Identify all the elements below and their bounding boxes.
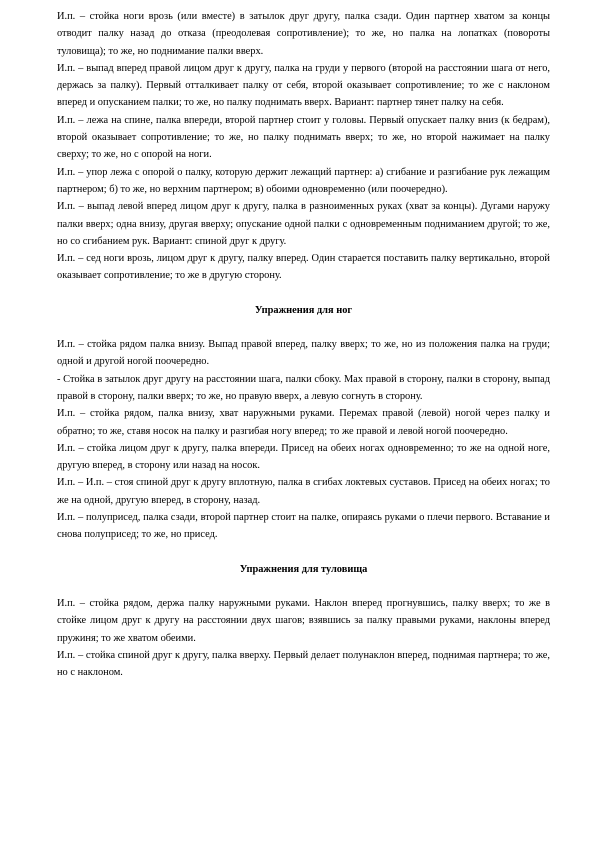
paragraph: И.п. – стойка рядом, держа палку наружными руками. Наклон вперед прогнувшись, палку вверх; то же в стойке лицом друг к другу на расстоянии двух шагов; взявшись за палку правыми руками, наклоны вперед пружиня; то же хватом обеими. bbox=[57, 597, 550, 644]
paragraph: И.п. – выпад левой вперед лицом друг к другу, палка в разноименных руках (хват за концы). Дугами наружу палки вверх; одна внизу, другая вверху; опускание одной палки с одновременным подниманием другой; то же, но со сгибанием рук. Вариант: спиной друг к другу. bbox=[57, 201, 550, 247]
paragraph: И.п. – полуприсед, палка сзади, второй партнер стоит на палке, опираясь руками о плечи первого. Вставание и снова полуприсед; то же, но присед. bbox=[57, 512, 550, 541]
paragraph: И.п. – сед ноги врозь, лицом друг к другу, палку вперед. Один старается поставить палку вертикально, второй оказывает сопротивление; то же в другую сторону. bbox=[57, 253, 550, 282]
spacer bbox=[57, 319, 550, 336]
spacer bbox=[57, 285, 550, 302]
paragraph: И.п. – стойка рядом, палка внизу, хват наружными руками. Перемах правой (левой) ногой через палку и обратно; то же, ставя носок на палку и разгибая ногу вперед; то же правой и левой ногой поочередно. bbox=[57, 408, 550, 437]
paragraph: - Стойка в затылок друг другу на расстоянии шага, палки сбоку. Мах правой в сторону, палки в сторону, выпад правой в сторону, палки вверх; то же, но правую вверх, а левую согнуть в сторону. bbox=[57, 373, 550, 402]
spacer bbox=[57, 544, 550, 561]
paragraph: И.п. – упор лежа с опорой о палку, которую держит лежащий партнер: а) сгибание и разгибание рук лежащим партнером; б) то же, но верхним партнером; в) обоими одновременно (или поочередно). bbox=[57, 166, 550, 195]
section-legs bbox=[57, 336, 550, 544]
section-arms bbox=[57, 8, 550, 285]
paragraph: И.п. – стойка рядом палка внизу. Выпад правой вперед, палку вверх; то же, но из положения палка на груди; одной и другой ногой поочередно. bbox=[57, 339, 550, 368]
section-heading-torso: Упражнения для туловища bbox=[239, 563, 368, 575]
paragraph: И.п. – И.п. – стоя спиной друг к другу вплотную, палка в сгибах локтевых суставов. Присед на обеих ногах; то же на одной, другую вперед, в сторону, назад. bbox=[57, 477, 550, 506]
paragraph: И.п. – стойка спиной друг к другу, палка вверху. Первый делает полунаклон вперед, поднимая партнера; то же, но с наклоном. bbox=[57, 649, 550, 679]
section-heading-legs: Упражнения для ног bbox=[254, 304, 353, 316]
paragraph: И.п. – стойка лицом друг к другу, палка впереди. Присед на обеих ногах одновременно; то же на одной ноге, другую вперед, в сторону или назад на носок. bbox=[57, 442, 550, 472]
paragraph: И.п. – выпад вперед правой лицом друг к другу, палка на груди у первого (второй на расстоянии шага от него, держась за палку). Первый отталкивает палку от себя, второй оказывает сопротивление; то же с наклоном вперед и опусканием палки; то же, но палку поднимать вверх. Вариант: партнер тянет палку на себя. bbox=[57, 62, 550, 109]
paragraph: И.п. – стойка ноги врозь (или вместе) в затылок друг другу, палка сзади. Один партнер хватом за концы отводит палку назад до отказа (преодолевая сопротивление); то же, но палка на лопатках (повороты туловища); то же, но поднимание палки вверх. bbox=[57, 11, 550, 57]
spacer bbox=[57, 578, 550, 595]
section-torso bbox=[57, 595, 550, 681]
document-page bbox=[57, 8, 550, 681]
paragraph: И.п. – лежа на спине, палка впереди, второй партнер стоит у головы. Первый опускает палку вниз (к бедрам), второй оказывает сопротивление; то же, но палку поднимать вверх; то же, но второй нажимает на палку сверху; то же, но с опорой на ноги. bbox=[57, 114, 550, 161]
